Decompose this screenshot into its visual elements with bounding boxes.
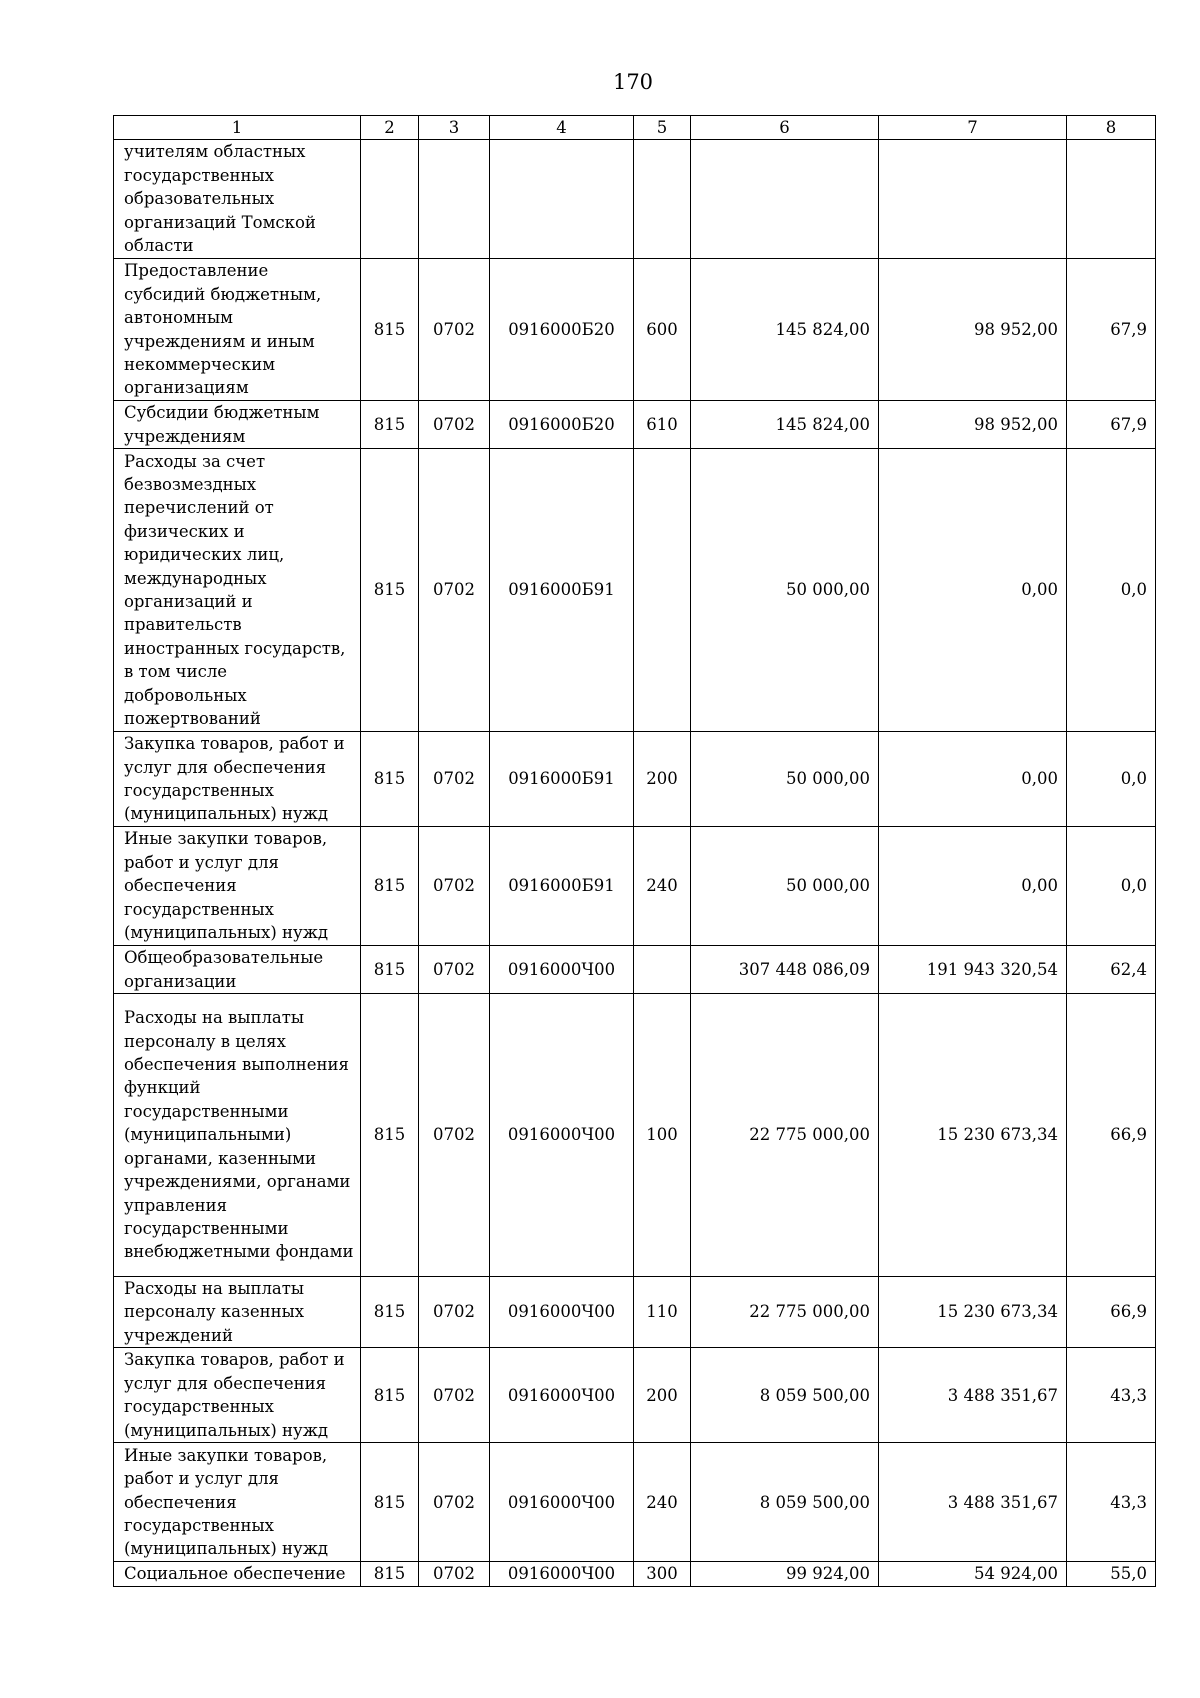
cell-target-code: 0916000Б91 xyxy=(490,449,634,732)
cell-percent: 62,4 xyxy=(1067,946,1156,994)
cell-section-code: 0702 xyxy=(419,1348,490,1443)
cell-actual: 98 952,00 xyxy=(879,401,1067,449)
cell-ministry-code: 815 xyxy=(361,1348,419,1443)
table-row xyxy=(114,259,1156,401)
row-name: Общеобразовательные организации xyxy=(114,946,361,994)
cell-actual: 0,00 xyxy=(879,732,1067,827)
column-header: 2 xyxy=(361,116,419,140)
cell-ministry-code: 815 xyxy=(361,1277,419,1348)
column-header: 8 xyxy=(1067,116,1156,140)
cell-expense-type: 200 xyxy=(634,1348,691,1443)
column-header: 6 xyxy=(691,116,879,140)
cell-percent: 66,9 xyxy=(1067,1277,1156,1348)
cell-percent: 67,9 xyxy=(1067,259,1156,401)
table-row xyxy=(114,401,1156,449)
cell-expense-type xyxy=(634,946,691,994)
cell-plan xyxy=(691,140,879,259)
table-row xyxy=(114,140,1156,259)
cell-expense-type xyxy=(634,449,691,732)
table-row xyxy=(114,1348,1156,1443)
cell-section-code: 0702 xyxy=(419,1277,490,1348)
cell-target-code: 0916000Ч00 xyxy=(490,1348,634,1443)
cell-percent: 55,0 xyxy=(1067,1562,1156,1586)
table-row xyxy=(114,1277,1156,1348)
row-name: Социальное обеспечение xyxy=(114,1562,361,1586)
cell-plan: 307 448 086,09 xyxy=(691,946,879,994)
table-header-row xyxy=(114,116,1156,140)
cell-actual: 3 488 351,67 xyxy=(879,1348,1067,1443)
cell-ministry-code: 815 xyxy=(361,1443,419,1562)
cell-expense-type: 110 xyxy=(634,1277,691,1348)
cell-target-code: 0916000Б20 xyxy=(490,401,634,449)
cell-plan: 8 059 500,00 xyxy=(691,1443,879,1562)
cell-actual: 98 952,00 xyxy=(879,259,1067,401)
cell-actual: 0,00 xyxy=(879,827,1067,946)
cell-plan: 99 924,00 xyxy=(691,1562,879,1586)
cell-section-code: 0702 xyxy=(419,401,490,449)
cell-actual: 3 488 351,67 xyxy=(879,1443,1067,1562)
cell-target-code: 0916000Б91 xyxy=(490,827,634,946)
cell-ministry-code: 815 xyxy=(361,946,419,994)
cell-ministry-code: 815 xyxy=(361,1562,419,1586)
cell-ministry-code: 815 xyxy=(361,994,419,1277)
cell-ministry-code xyxy=(361,140,419,259)
cell-target-code: 0916000Б20 xyxy=(490,259,634,401)
row-name: Предоставление субсидий бюджетным, автономным учреждениям и иным некоммерческим организациям xyxy=(114,259,361,401)
cell-expense-type: 300 xyxy=(634,1562,691,1586)
cell-ministry-code: 815 xyxy=(361,401,419,449)
cell-plan: 50 000,00 xyxy=(691,732,879,827)
column-header: 3 xyxy=(419,116,490,140)
cell-target-code: 0916000Ч00 xyxy=(490,946,634,994)
column-header: 5 xyxy=(634,116,691,140)
table-row xyxy=(114,946,1156,994)
row-name: Закупка товаров, работ и услуг для обеспечения государственных (муниципальных) нужд xyxy=(114,1348,361,1443)
table-row xyxy=(114,732,1156,827)
cell-target-code: 0916000Б91 xyxy=(490,732,634,827)
cell-percent: 43,3 xyxy=(1067,1443,1156,1562)
row-name: Иные закупки товаров, работ и услуг для обеспечения государственных (муниципальных) нужд xyxy=(114,1443,361,1562)
cell-percent: 43,3 xyxy=(1067,1348,1156,1443)
cell-actual: 191 943 320,54 xyxy=(879,946,1067,994)
cell-percent xyxy=(1067,140,1156,259)
row-name: учителям областных государственных образовательных организаций Томской области xyxy=(114,140,361,259)
cell-target-code: 0916000Ч00 xyxy=(490,994,634,1277)
row-name: Субсидии бюджетным учреждениям xyxy=(114,401,361,449)
cell-target-code xyxy=(490,140,634,259)
cell-plan: 50 000,00 xyxy=(691,449,879,732)
row-name: Закупка товаров, работ и услуг для обеспечения государственных (муниципальных) нужд xyxy=(114,732,361,827)
cell-target-code: 0916000Ч00 xyxy=(490,1277,634,1348)
page-number: 170 xyxy=(612,70,654,94)
cell-actual: 15 230 673,34 xyxy=(879,1277,1067,1348)
cell-plan: 22 775 000,00 xyxy=(691,1277,879,1348)
row-name: Расходы за счет безвозмездных перечислений от физических и юридических лиц, международных организаций и правительств иностранных государств, в том числе добровольных пожертвований xyxy=(114,449,361,732)
cell-actual xyxy=(879,140,1067,259)
table-row xyxy=(114,449,1156,732)
cell-ministry-code: 815 xyxy=(361,732,419,827)
cell-percent: 0,0 xyxy=(1067,732,1156,827)
cell-ministry-code: 815 xyxy=(361,259,419,401)
cell-expense-type: 240 xyxy=(634,1443,691,1562)
budget-table xyxy=(113,115,1156,1587)
cell-section-code: 0702 xyxy=(419,946,490,994)
cell-section-code xyxy=(419,140,490,259)
cell-expense-type: 200 xyxy=(634,732,691,827)
cell-section-code: 0702 xyxy=(419,259,490,401)
cell-plan: 50 000,00 xyxy=(691,827,879,946)
cell-plan: 22 775 000,00 xyxy=(691,994,879,1277)
column-header: 1 xyxy=(114,116,361,140)
cell-actual: 15 230 673,34 xyxy=(879,994,1067,1277)
cell-percent: 66,9 xyxy=(1067,994,1156,1277)
cell-section-code: 0702 xyxy=(419,1443,490,1562)
cell-plan: 8 059 500,00 xyxy=(691,1348,879,1443)
row-name: Расходы на выплаты персоналу казенных учреждений xyxy=(114,1277,361,1348)
cell-section-code: 0702 xyxy=(419,732,490,827)
cell-target-code: 0916000Ч00 xyxy=(490,1443,634,1562)
cell-expense-type: 610 xyxy=(634,401,691,449)
table-row xyxy=(114,827,1156,946)
cell-percent: 0,0 xyxy=(1067,827,1156,946)
row-name: Расходы на выплаты персоналу в целях обеспечения выполнения функций государственными (муниципальными) органами, казенными учреждениями, органами управления государственными внебюджетными фондами xyxy=(114,994,361,1277)
cell-expense-type: 100 xyxy=(634,994,691,1277)
column-header: 4 xyxy=(490,116,634,140)
table-row xyxy=(114,1562,1156,1586)
cell-section-code: 0702 xyxy=(419,449,490,732)
cell-target-code: 0916000Ч00 xyxy=(490,1562,634,1586)
cell-percent: 0,0 xyxy=(1067,449,1156,732)
table-row xyxy=(114,994,1156,1277)
row-name: Иные закупки товаров, работ и услуг для обеспечения государственных (муниципальных) нужд xyxy=(114,827,361,946)
cell-expense-type: 240 xyxy=(634,827,691,946)
cell-section-code: 0702 xyxy=(419,994,490,1277)
cell-section-code: 0702 xyxy=(419,827,490,946)
cell-plan: 145 824,00 xyxy=(691,259,879,401)
cell-actual: 54 924,00 xyxy=(879,1562,1067,1586)
cell-expense-type xyxy=(634,140,691,259)
cell-plan: 145 824,00 xyxy=(691,401,879,449)
cell-actual: 0,00 xyxy=(879,449,1067,732)
column-header: 7 xyxy=(879,116,1067,140)
cell-percent: 67,9 xyxy=(1067,401,1156,449)
cell-section-code: 0702 xyxy=(419,1562,490,1586)
cell-ministry-code: 815 xyxy=(361,449,419,732)
table-row xyxy=(114,1443,1156,1562)
cell-ministry-code: 815 xyxy=(361,827,419,946)
cell-expense-type: 600 xyxy=(634,259,691,401)
